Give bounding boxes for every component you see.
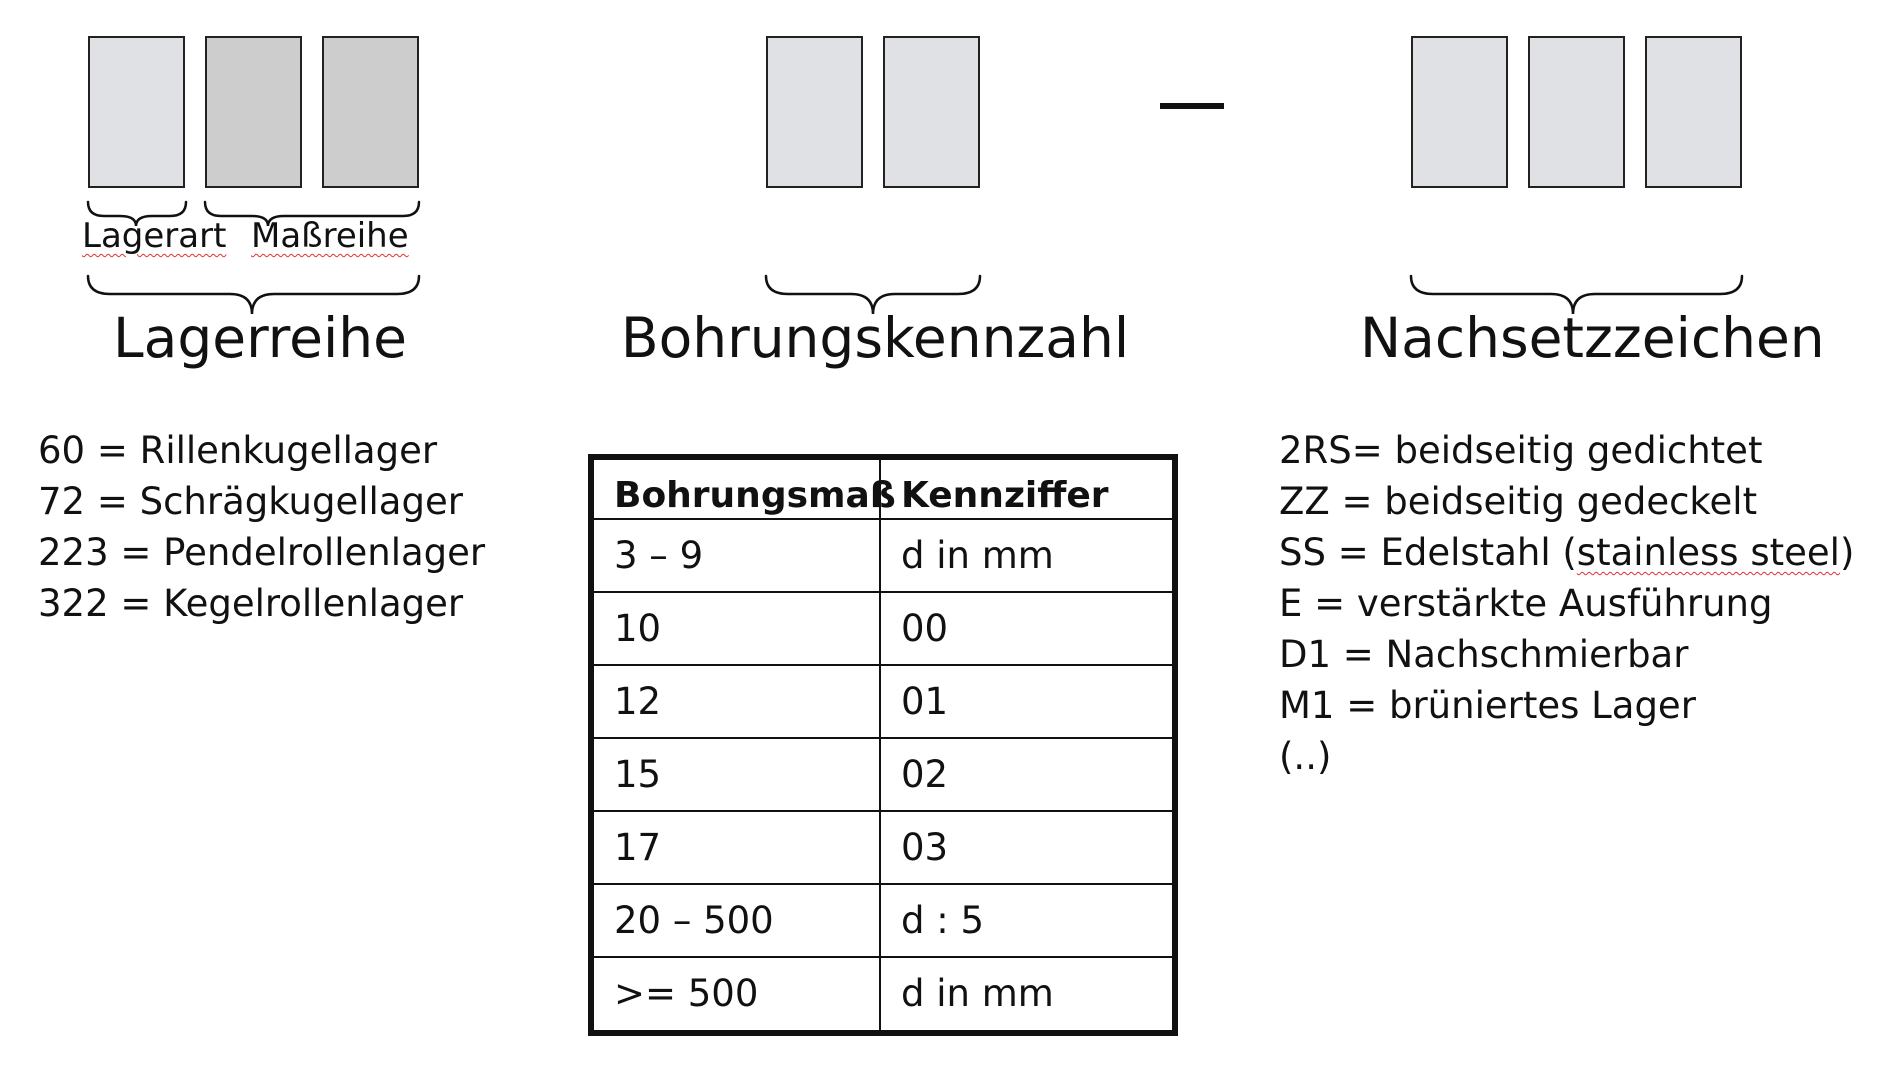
table-row	[591, 738, 1175, 811]
list-item: E = verstärkte Ausführung	[1279, 582, 1773, 625]
table-row	[591, 665, 1175, 738]
lagerreihe-title: Lagerreihe	[113, 306, 407, 370]
list-item: ZZ = beidseitig gedeckelt	[1279, 480, 1758, 523]
table-cell: d in mm	[880, 519, 1175, 592]
list-item: D1 = Nachschmierbar	[1279, 633, 1689, 676]
nachsetzzeichen-list	[1279, 425, 1854, 782]
nachsetzzeichen-title: Nachsetzzeichen	[1360, 306, 1825, 370]
table-cell: 03	[880, 811, 1175, 884]
table-cell: 00	[880, 592, 1175, 665]
list-item: 322 = Kegelrollenlager	[38, 582, 464, 625]
suffix-box-3	[1645, 36, 1742, 188]
list-item: 223 = Pendelrollenlager	[38, 531, 486, 574]
list-item: 60 = Rillenkugellager	[38, 429, 438, 472]
suffix-box-2	[1528, 36, 1625, 188]
lagerart-digit-box	[88, 36, 185, 188]
list-item: 2RS= beidseitig gedichtet	[1279, 429, 1763, 472]
table-cell: 12	[591, 665, 880, 738]
massreihe-digit-box-2	[322, 36, 419, 188]
massreihe-digit-box-1	[205, 36, 302, 188]
suffix-box-1	[1411, 36, 1508, 188]
header-bohrungsmass: Bohrungsmaß	[591, 457, 880, 519]
list-item: (..)	[1279, 735, 1332, 778]
lagerart-label: Lagerart	[82, 216, 227, 256]
list-item: SS = Edelstahl (stainless steel)	[1279, 531, 1855, 574]
table-row	[591, 519, 1175, 592]
table-header-row	[591, 457, 1175, 519]
table-row	[591, 884, 1175, 957]
header-kennziffer: Kennziffer	[880, 457, 1175, 519]
table-row	[591, 957, 1175, 1033]
table-cell: d in mm	[880, 957, 1175, 1033]
table-row	[591, 592, 1175, 665]
lagerreihe-list	[38, 425, 485, 629]
table-cell: d : 5	[880, 884, 1175, 957]
bohrungskennzahl-title: Bohrungskennzahl	[620, 306, 1130, 370]
table-cell: 17	[591, 811, 880, 884]
table-row	[591, 811, 1175, 884]
bohrung-digit-box-1	[766, 36, 863, 188]
table-cell: 20 – 500	[591, 884, 880, 957]
separator-dash	[1160, 103, 1224, 109]
list-item: 72 = Schrägkugellager	[38, 480, 463, 523]
table-cell: 02	[880, 738, 1175, 811]
table-cell: 15	[591, 738, 880, 811]
table-cell: 10	[591, 592, 880, 665]
bohrung-code-table	[588, 454, 1178, 1036]
table-cell: >= 500	[591, 957, 880, 1033]
bohrung-digit-box-2	[883, 36, 980, 188]
table-cell: 3 – 9	[591, 519, 880, 592]
table-cell: 01	[880, 665, 1175, 738]
list-item: M1 = brüniertes Lager	[1279, 684, 1696, 727]
massreihe-label: Maßreihe	[251, 216, 409, 256]
